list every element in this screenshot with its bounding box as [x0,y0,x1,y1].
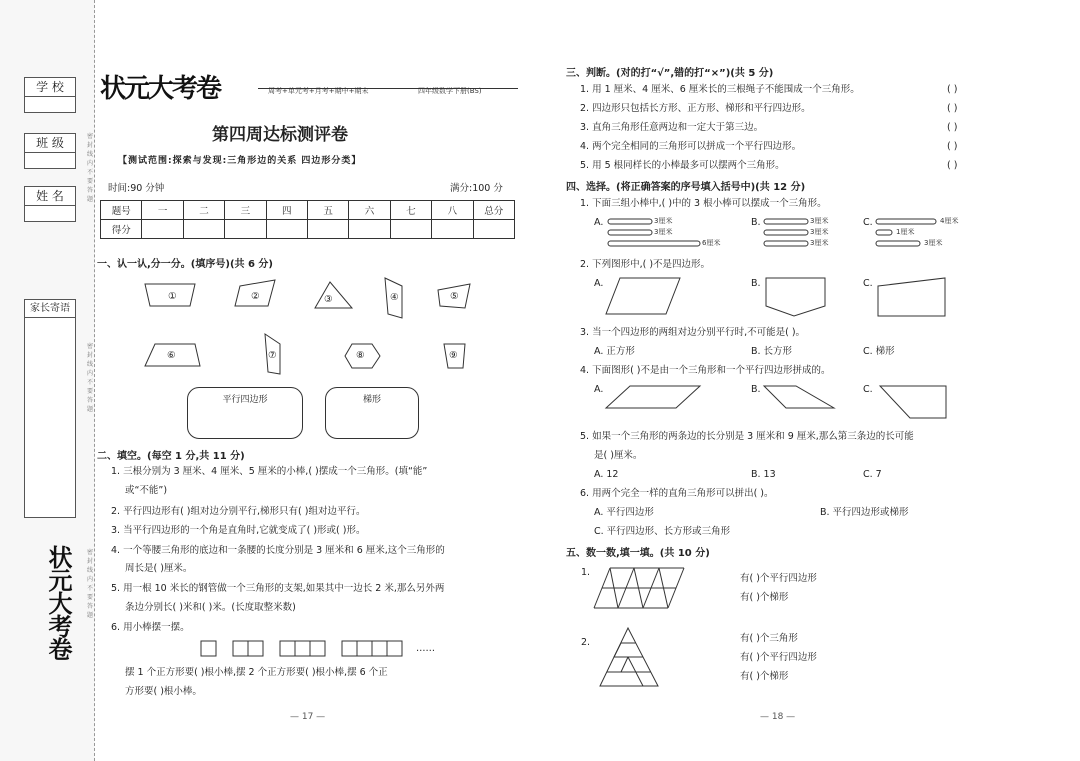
s5-q1-figure [590,566,690,612]
section2-title: 二、填空。(每空 1 分,共 11 分) [97,451,245,462]
s4-q6-option-c: C. 平行四边形、长方形或三角形 [594,526,731,537]
s4-q2-option-a: A. [594,278,604,289]
header-subtitle: 周考+单元考+月考+期中+期末 [268,87,369,95]
s3-answer-4[interactable]: ( ) [947,141,958,152]
exam-title: 第四周达标测评卷 [212,125,348,145]
score-header-cell: 五 [307,201,348,220]
seal-text-top: 密封线内不要答题 [87,133,94,203]
score-header-cell: 二 [183,201,224,220]
s5-q2-number: 2. [581,637,591,648]
seal-text-middle: 密封线内不要答题 [87,343,94,413]
s4-q2: 2. 下列图形中,( )不是四边形。 [580,259,711,270]
s3-answer-2[interactable]: ( ) [947,103,958,114]
score-header-cell: 六 [349,201,390,220]
s5-q2-c: 有( )个梯形 [740,671,789,682]
s4-q6-option-a: A. 平行四边形 [594,507,654,518]
stick-bar [608,219,652,224]
bar-label: 3厘米 [810,239,829,247]
score-cell[interactable] [307,220,348,239]
score-row-label: 得分 [101,220,142,239]
stick-bar [876,241,920,246]
section3-title: 三、判断。(对的打“√”,错的打“×”)(共 5 分) [566,68,774,79]
shape-label-8: ⑧ [356,350,365,361]
stick-bar [876,230,892,235]
page-number-right: — 18 — [760,712,796,722]
s3-item-1: 1. 用 1 厘米、4 厘米、6 厘米长的三根绳子不能围成一个三角形。 [580,84,860,95]
score-cell[interactable] [390,220,431,239]
stick-bar [764,219,808,224]
brand-vertical: 状元大考卷 [44,545,72,660]
s2-q1-line1: 1. 三根分别为 3 厘米、4 厘米、5 厘米的小棒,( )摆成一个三角形。(填“能” [111,466,428,477]
stick-square [248,641,263,656]
stick-square [310,641,325,656]
s4-q1-option-c: C. [863,217,873,228]
s4-q3-option-b: B. 长方形 [751,346,793,357]
stick-bar [764,241,808,246]
stick-square [280,641,295,656]
s5-q1-b: 有( )个梯形 [740,592,789,603]
s4-q5-line1: 5. 如果一个三角形的两条边的长分别是 3 厘米和 9 厘米,那么第三条边的长可能 [580,431,914,442]
s4-q6: 6. 用两个完全一样的直角三角形可以拼出( )。 [580,488,774,499]
score-cell[interactable] [473,220,514,239]
s2-q5-line2: 条边分别长( )米和( )米。(长度取整米数) [125,602,296,613]
score-table-header-row [101,201,515,220]
exam-scope: 【测试范围:探索与发现:三角形边的关系 四边形分类】 [118,156,362,166]
q4-shape-c [880,386,946,418]
stick-bar [608,241,700,246]
s4-q4: 4. 下面图形( )不是由一个三角形和一个平行四边形拼成的。 [580,365,831,376]
bar-label: 3厘米 [654,228,673,236]
header-grade: 四年级数学下册(BS) [418,87,482,95]
s2-q6-line2: 方形要( )根小棒。 [125,686,202,697]
school-label: 学 校 [24,77,76,97]
shape-label-9: ⑨ [449,350,458,361]
bar-label: 4厘米 [940,217,959,225]
bar-label: 6厘米 [702,239,721,247]
stick-square [357,641,372,656]
s3-item-2: 2. 四边形只包括长方形、正方形、梯形和平行四边形。 [580,103,811,114]
section1-title: 一、认一认,分一分。(填序号)(共 6 分) [97,259,274,270]
bar-label: 3厘米 [810,228,829,236]
q4-shape-a [606,386,700,408]
name-label: 姓 名 [24,186,76,206]
score-cell[interactable] [225,220,266,239]
score-table-row [101,220,515,239]
stick-bar [876,219,936,224]
score-header-cell: 一 [142,201,183,220]
q2-shape-c [878,278,945,316]
class-label: 班 级 [24,133,76,153]
s5-q1-number: 1. [581,567,591,578]
s2-q1-line2: 或“不能”) [125,485,168,496]
section5-title: 五、数一数,填一填。(共 10 分) [566,548,710,559]
stick-square [372,641,387,656]
fig-line [621,657,628,672]
score-header-cell: 七 [390,201,431,220]
s2-q4-line1: 4. 一个等腰三角形的底边和一条腰的长度分别是 3 厘米和 6 厘米,这个三角形的 [111,545,445,556]
school-field[interactable] [24,97,76,113]
s2-q6: 6. 用小棒摆一摆。 [111,622,190,633]
trapezoid-answer-box[interactable] [325,387,419,439]
score-header-cell: 题号 [101,201,142,220]
s5-q1-a: 有( )个平行四边形 [740,573,817,584]
s4-q2-figures [600,274,960,320]
s4-q4-option-a: A. [594,384,604,395]
class-field[interactable] [24,153,76,169]
stick-squares-figure [200,640,415,658]
s2-q5-line1: 5. 用一根 10 米长的钢管做一个三角形的支架,如果其中一边长 2 米,那么另外两 [111,583,445,594]
s4-q3-option-a: A. 正方形 [594,346,635,357]
s2-q2: 2. 平行四边形有( )组对边分别平行,梯形只有( )组对边平行。 [111,506,366,517]
s4-q1-option-a: A. [594,217,604,228]
score-cell[interactable] [432,220,473,239]
s4-q5-option-a: A. 12 [594,469,619,480]
bar-label: 3厘米 [654,217,673,225]
s5-q2-b: 有( )个平行四边形 [740,652,817,663]
shape-label-4: ④ [390,292,399,303]
section1-shapes [140,276,480,376]
s4-q4-option-c: C. [863,384,873,395]
q4-shape-b [764,386,834,408]
stick-ellipsis: …… [416,643,435,654]
s4-q5-line2: 是( )厘米。 [594,450,643,461]
score-header-cell: 四 [266,201,307,220]
s4-q4-option-b: B. [751,384,761,395]
s4-q1-option-b: B. [751,217,761,228]
s4-q5-option-b: B. 13 [751,469,776,480]
q2-shape-b [766,278,825,316]
stick-square [342,641,357,656]
s3-answer-5[interactable]: ( ) [947,160,958,171]
shape-label-5: ⑤ [450,291,459,302]
s4-q2-option-c: C. [863,278,873,289]
parent-note-label: 家长寄语 [25,300,75,318]
s2-q4-line2: 周长是( )厘米。 [125,563,193,574]
stick-bar [764,230,808,235]
parent-note-box[interactable] [24,299,76,518]
shape-label-3: ③ [324,294,333,305]
binding-strip [0,0,95,761]
s5-q2-figure [598,626,668,690]
s5-q2-a: 有( )个三角形 [740,633,798,644]
fig-line [614,643,621,657]
score-cell[interactable] [142,220,183,239]
s3-item-4: 4. 两个完全相同的三角形可以拼成一个平行四边形。 [580,141,802,152]
seal-text-bottom: 密封线内不要答题 [87,549,94,619]
bar-label: 3厘米 [810,217,829,225]
q2-shape-a [606,278,680,314]
stick-square [201,641,216,656]
page-number-left: — 17 — [290,712,326,722]
stick-square [295,641,310,656]
shape-label-2: ② [251,291,260,302]
stick-square [233,641,248,656]
shape-label-7: ⑦ [268,350,277,361]
stick-square [387,641,402,656]
name-field[interactable] [24,206,76,222]
s4-q2-option-b: B. [751,278,761,289]
s4-q3: 3. 当一个四边形的两组对边分别平行时,不可能是( )。 [580,327,806,338]
s3-answer-1[interactable]: ( ) [947,84,958,95]
s2-q6-line1: 摆 1 个正方形要( )根小棒,摆 2 个正方形要( )根小棒,摆 6 个正 [125,667,388,678]
stick-bar [608,230,652,235]
score-cell[interactable] [349,220,390,239]
score-header-cell: 总分 [473,201,514,220]
score-header-cell: 三 [225,201,266,220]
s3-item-5: 5. 用 5 根同样长的小棒最多可以摆两个三角形。 [580,160,785,171]
score-table [100,200,515,239]
parallelogram-box-label: 平行四边形 [222,395,268,405]
s4-q5-option-c: C. 7 [863,469,882,480]
score-cell[interactable] [266,220,307,239]
s3-item-3: 3. 直角三角形任意两边和一定大于第三边。 [580,122,764,133]
bar-label: 3厘米 [924,239,943,247]
s4-q6-option-b: B. 平行四边形或梯形 [820,507,909,518]
shape-label-6: ⑥ [167,350,176,361]
s4-q3-option-c: C. 梯形 [863,346,895,357]
trapezoid-box-label: 梯形 [362,395,381,405]
s4-q4-figures [600,380,960,424]
s4-q1: 1. 下面三组小棒中,( )中的 3 根小棒可以摆成一个三角形。 [580,198,827,209]
s3-answer-3[interactable]: ( ) [947,122,958,133]
score-header-cell: 八 [432,201,473,220]
brand-logo: 状元大考卷 [100,74,221,104]
score-cell[interactable] [183,220,224,239]
parallelogram-answer-box[interactable] [187,387,303,439]
shape-label-1: ① [168,291,177,302]
exam-full-score: 满分:100 分 [450,183,503,194]
exam-time: 时间:90 分钟 [108,183,165,194]
s2-q3: 3. 当平行四边形的一个角是直角时,它就变成了( )形或( )形。 [111,525,366,536]
shape-3 [315,282,352,308]
bar-label: 1厘米 [896,228,915,236]
section4-title: 四、选择。(将正确答案的序号填入括号中)(共 12 分) [566,182,806,193]
